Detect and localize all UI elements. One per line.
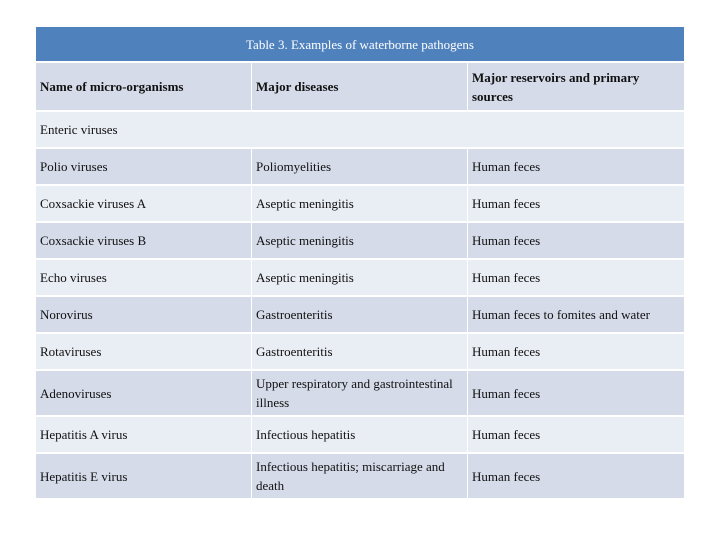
cell-source: Human feces — [468, 334, 684, 369]
table-row — [36, 149, 684, 184]
cell-organism: Hepatitis E virus — [36, 454, 252, 498]
cell-source: Human feces to fomites and water — [468, 297, 684, 332]
cell-disease: Aseptic meningitis — [252, 260, 468, 295]
cell-organism: Coxsackie viruses B — [36, 223, 252, 258]
cell-organism: Rotaviruses — [36, 334, 252, 369]
cell-organism: Echo viruses — [36, 260, 252, 295]
cell-organism: Adenoviruses — [36, 371, 252, 415]
cell-disease: Poliomyelities — [252, 149, 468, 184]
cell-disease: Infectious hepatitis — [252, 417, 468, 452]
table-row — [36, 223, 684, 258]
table-row — [36, 417, 684, 452]
cell-source: Human feces — [468, 186, 684, 221]
section-label: Enteric viruses — [36, 112, 684, 147]
table-row — [36, 334, 684, 369]
header-reservoirs-sources: Major reservoirs and primary sources — [468, 63, 684, 110]
cell-organism: Coxsackie viruses A — [36, 186, 252, 221]
cell-disease: Infectious hepatitis; miscarriage and death — [252, 454, 468, 498]
cell-source: Human feces — [468, 149, 684, 184]
cell-disease: Gastroenteritis — [252, 334, 468, 369]
cell-organism: Polio viruses — [36, 149, 252, 184]
table-caption: Table 3. Examples of waterborne pathogens — [36, 27, 684, 61]
waterborne-pathogens-table — [36, 25, 684, 500]
table-row — [36, 260, 684, 295]
table-row — [36, 371, 684, 415]
table-row — [36, 297, 684, 332]
pathogens-table-container — [36, 25, 684, 500]
cell-organism: Norovirus — [36, 297, 252, 332]
cell-source: Human feces — [468, 371, 684, 415]
section-row-enteric-viruses — [36, 112, 684, 147]
cell-source: Human feces — [468, 223, 684, 258]
cell-disease: Aseptic meningitis — [252, 186, 468, 221]
cell-disease: Gastroenteritis — [252, 297, 468, 332]
table-row — [36, 186, 684, 221]
cell-source: Human feces — [468, 417, 684, 452]
table-caption-row — [36, 27, 684, 61]
cell-source: Human feces — [468, 454, 684, 498]
table-row — [36, 454, 684, 498]
header-major-diseases: Major diseases — [252, 63, 468, 110]
header-micro-organisms: Name of micro-organisms — [36, 63, 252, 110]
cell-source: Human feces — [468, 260, 684, 295]
table-header-row — [36, 63, 684, 110]
cell-disease: Aseptic meningitis — [252, 223, 468, 258]
cell-disease: Upper respiratory and gastrointestinal illness — [252, 371, 468, 415]
cell-organism: Hepatitis A virus — [36, 417, 252, 452]
